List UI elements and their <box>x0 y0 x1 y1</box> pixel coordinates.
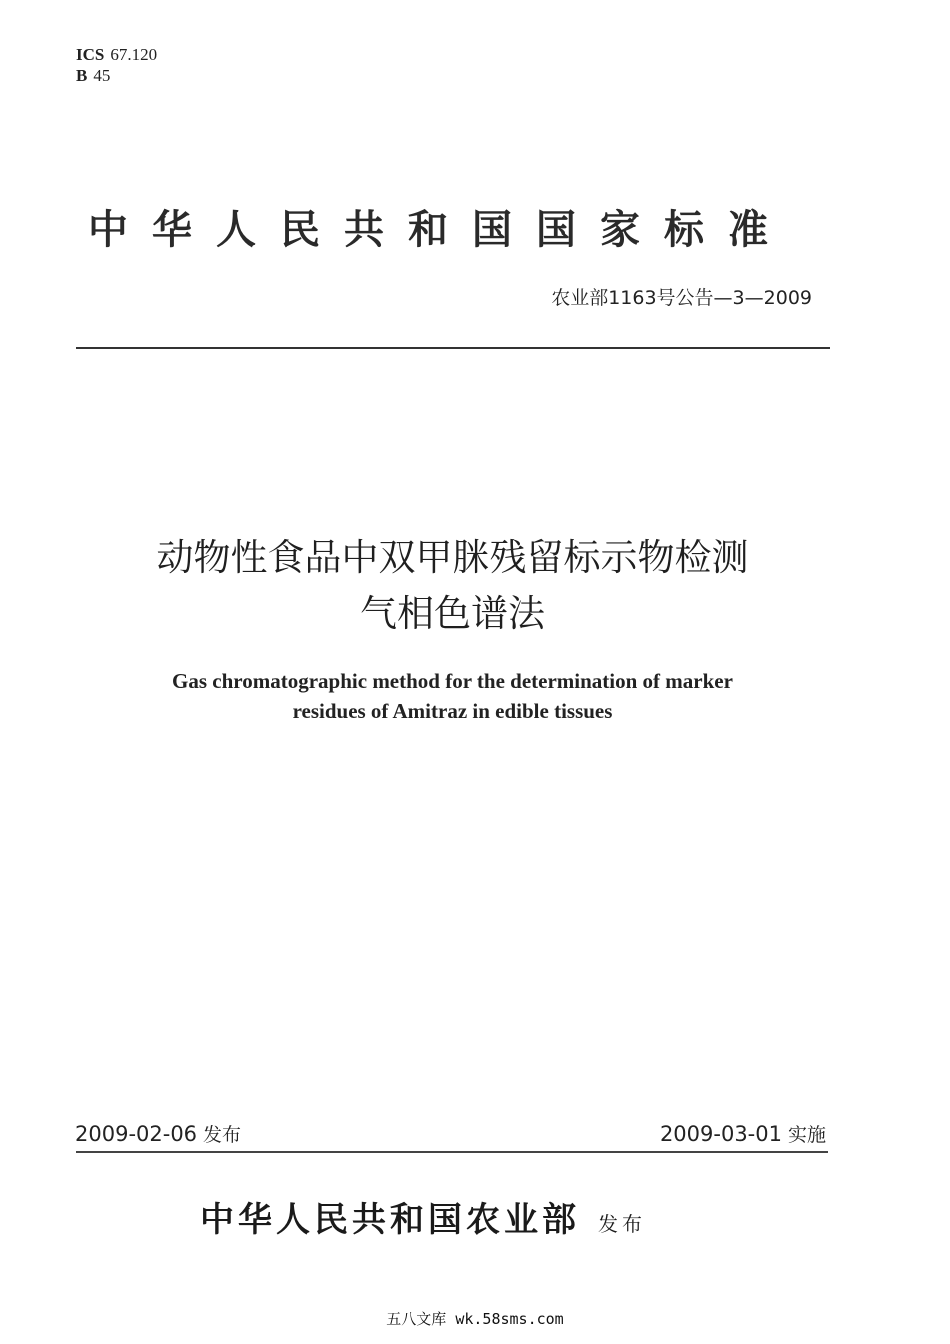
ccs-label: B <box>76 66 88 85</box>
ics-value: 67.120 <box>110 45 158 64</box>
issue-date-block <box>75 1120 241 1147</box>
ccs-value: 45 <box>93 66 111 85</box>
issue-date: 2009-02-06 <box>75 1122 198 1146</box>
publisher-suffix: 发布 <box>598 1212 646 1236</box>
classification-codes <box>76 44 157 86</box>
implement-date-block <box>660 1120 826 1147</box>
issue-label: 发布 <box>203 1124 242 1146</box>
implement-label: 实施 <box>787 1124 826 1146</box>
ics-code <box>76 44 157 65</box>
ics-label: ICS <box>76 45 105 64</box>
title-en-line-1: Gas chromatographic method for the determination of marker <box>172 669 733 693</box>
header-divider <box>76 347 830 349</box>
document-title-en <box>0 666 905 726</box>
ccs-code <box>76 65 157 86</box>
title-cn-line-2: 气相色谱法 <box>360 592 545 635</box>
title-cn-line-1: 动物性食品中双甲脒残留标示物检测 <box>156 536 749 579</box>
standard-title: 中华人民共和国国家标准 <box>88 207 792 253</box>
title-en-line-2: residues of Amitraz in edible tissues <box>292 699 613 723</box>
standard-number: 农业部1163号公告—3—2009 <box>551 287 812 309</box>
implement-date: 2009-03-01 <box>659 1122 782 1146</box>
watermark-text: 五八文库 wk.58sms.com <box>386 1310 564 1328</box>
publisher-name: 中华人民共和国农业部 <box>200 1200 580 1240</box>
publisher-block <box>200 1192 646 1241</box>
document-title-cn <box>0 530 905 642</box>
footer-divider <box>76 1151 828 1153</box>
